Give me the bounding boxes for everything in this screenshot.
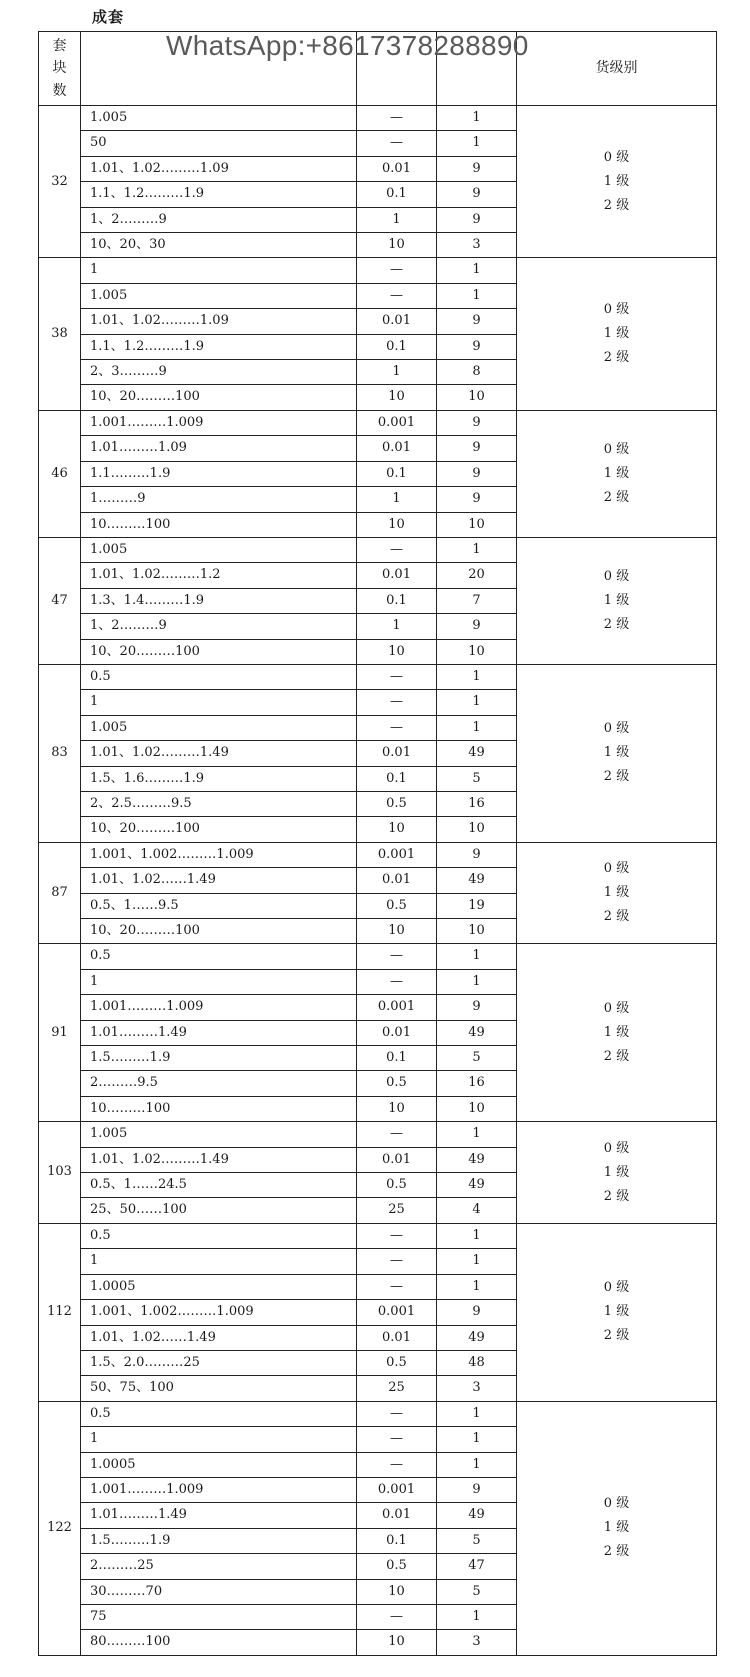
step-cell: 0.5 (357, 1071, 437, 1096)
set-count-cell: 112 (39, 1223, 81, 1401)
nominal-size-cell: 1、2………9 (81, 207, 357, 232)
table-body (39, 32, 717, 1656)
step-cell: 0.001 (357, 1300, 437, 1325)
nominal-size-cell: 1.1、1.2………1.9 (81, 182, 357, 207)
pieces-cell: 16 (437, 791, 517, 816)
nominal-size-cell: 10………100 (81, 1096, 357, 1121)
nominal-size-cell: 1 (81, 258, 357, 283)
step-cell: 0.01 (357, 1020, 437, 1045)
nominal-size-cell: 1、2………9 (81, 614, 357, 639)
step-cell: 0.1 (357, 766, 437, 791)
grade-label: 1 级 (603, 1024, 630, 1040)
grade-label: 0 级 (603, 1140, 630, 1156)
pieces-cell: 3 (437, 1630, 517, 1655)
step-cell: 10 (357, 1579, 437, 1604)
nominal-size-cell: 10、20………100 (81, 639, 357, 664)
table-row (39, 944, 717, 969)
pieces-cell: 10 (437, 512, 517, 537)
step-cell: — (357, 1452, 437, 1477)
pieces-cell: 10 (437, 817, 517, 842)
pieces-cell: 48 (437, 1350, 517, 1375)
step-cell: — (357, 944, 437, 969)
nominal-size-cell: 1.01、1.02………1.09 (81, 309, 357, 334)
step-cell: 0.01 (357, 741, 437, 766)
grade-label: 1 级 (603, 745, 630, 761)
nominal-size-cell: 1.0005 (81, 1452, 357, 1477)
nominal-size-cell: 0.5 (81, 944, 357, 969)
nominal-size-cell: 75 (81, 1604, 357, 1629)
nominal-size-cell: 1.001、1.002………1.009 (81, 1300, 357, 1325)
step-cell: — (357, 1401, 437, 1426)
nominal-size-cell: 1.01、1.02………1.49 (81, 741, 357, 766)
pieces-cell: 49 (437, 741, 517, 766)
step-cell: — (357, 690, 437, 715)
nominal-size-cell: 30………70 (81, 1579, 357, 1604)
grade-cell (517, 842, 717, 944)
grade-label: 1 级 (603, 1164, 630, 1180)
grade-label: 0 级 (603, 721, 630, 737)
pieces-cell: 8 (437, 360, 517, 385)
grade-label: 0 级 (603, 1496, 630, 1512)
grade-cell (517, 664, 717, 842)
header-set-count-label: 套 块 数 (52, 37, 67, 99)
grade-label: 2 级 (603, 1328, 630, 1344)
step-cell: 0.01 (357, 309, 437, 334)
nominal-size-cell: 1.001………1.009 (81, 995, 357, 1020)
grade-label: 1 级 (603, 465, 630, 481)
grade-cell (517, 1122, 717, 1224)
pieces-cell: 1 (437, 1427, 517, 1452)
step-cell: 25 (357, 1198, 437, 1223)
nominal-size-cell: 1………9 (81, 487, 357, 512)
pieces-cell: 5 (437, 766, 517, 791)
pieces-cell: 1 (437, 1401, 517, 1426)
grade-label: 1 级 (603, 326, 630, 342)
step-cell: 0.001 (357, 1477, 437, 1502)
step-cell: 1 (357, 614, 437, 639)
step-cell: — (357, 1122, 437, 1147)
pieces-cell: 1 (437, 537, 517, 562)
step-cell: — (357, 131, 437, 156)
step-cell: 0.5 (357, 1173, 437, 1198)
set-count-cell: 91 (39, 944, 81, 1122)
pieces-cell: 49 (437, 1325, 517, 1350)
step-cell: — (357, 1223, 437, 1248)
step-cell: 10 (357, 1630, 437, 1655)
pieces-cell: 9 (437, 410, 517, 435)
pieces-cell: 7 (437, 588, 517, 613)
pieces-cell: 49 (437, 1503, 517, 1528)
step-cell: 0.5 (357, 1350, 437, 1375)
pieces-cell: 4 (437, 1198, 517, 1223)
pieces-cell: 1 (437, 944, 517, 969)
grade-cell (517, 1401, 717, 1655)
nominal-size-cell: 1.3、1.4………1.9 (81, 588, 357, 613)
grade-label: 2 级 (603, 909, 630, 925)
nominal-size-cell: 10………100 (81, 512, 357, 537)
grade-label: 2 级 (603, 1544, 630, 1560)
gauge-block-set-table (38, 31, 717, 1656)
step-cell: — (357, 1274, 437, 1299)
grade-label: 2 级 (603, 769, 630, 785)
grade-label: 0 级 (603, 441, 630, 457)
set-count-cell: 32 (39, 106, 81, 258)
nominal-size-cell: 0.5 (81, 1401, 357, 1426)
grade-label: 1 级 (603, 592, 630, 608)
step-cell: 0.1 (357, 334, 437, 359)
pieces-cell: 5 (437, 1579, 517, 1604)
grade-cell (517, 1223, 717, 1401)
table-row (39, 258, 717, 283)
nominal-size-cell: 1.001………1.009 (81, 1477, 357, 1502)
nominal-size-cell: 2………9.5 (81, 1071, 357, 1096)
step-cell: — (357, 969, 437, 994)
pieces-cell: 16 (437, 1071, 517, 1096)
nominal-size-cell: 1.5………1.9 (81, 1046, 357, 1071)
pieces-cell: 10 (437, 919, 517, 944)
grade-cell (517, 258, 717, 410)
nominal-size-cell: 10、20………100 (81, 385, 357, 410)
grade-label: 0 级 (603, 302, 630, 318)
step-cell: 0.01 (357, 1325, 437, 1350)
grade-label: 0 级 (603, 568, 630, 584)
nominal-size-cell: 1.01………1.09 (81, 436, 357, 461)
step-cell: 1 (357, 487, 437, 512)
grade-cell (517, 410, 717, 537)
pieces-cell: 1 (437, 1122, 517, 1147)
nominal-size-cell: 1.01………1.49 (81, 1503, 357, 1528)
table-row (39, 410, 717, 435)
step-cell: 0.01 (357, 1147, 437, 1172)
step-cell: 1 (357, 207, 437, 232)
pieces-cell: 5 (437, 1528, 517, 1553)
step-cell: — (357, 283, 437, 308)
grade-label: 2 级 (603, 350, 630, 366)
step-cell: 0.001 (357, 842, 437, 867)
table-row (39, 842, 717, 867)
grade-label: 1 级 (603, 1520, 630, 1536)
step-cell: — (357, 106, 437, 131)
pieces-cell: 1 (437, 1274, 517, 1299)
step-cell: — (357, 715, 437, 740)
step-cell: 0.1 (357, 1528, 437, 1553)
pieces-cell: 9 (437, 156, 517, 181)
grade-label: 2 级 (603, 197, 630, 213)
pieces-cell: 20 (437, 563, 517, 588)
nominal-size-cell: 1.001………1.009 (81, 410, 357, 435)
nominal-size-cell: 0.5、1……24.5 (81, 1173, 357, 1198)
pieces-cell: 10 (437, 385, 517, 410)
grade-label: 1 级 (603, 885, 630, 901)
nominal-size-cell: 1.01、1.02……1.49 (81, 868, 357, 893)
step-cell: 0.001 (357, 995, 437, 1020)
pieces-cell: 1 (437, 258, 517, 283)
nominal-size-cell: 1.5、1.6………1.9 (81, 766, 357, 791)
pieces-cell: 1 (437, 106, 517, 131)
nominal-size-cell: 0.5、1……9.5 (81, 893, 357, 918)
pieces-cell: 10 (437, 1096, 517, 1121)
pieces-cell: 9 (437, 614, 517, 639)
step-cell: — (357, 1249, 437, 1274)
pieces-cell: 1 (437, 664, 517, 689)
set-count-cell: 46 (39, 410, 81, 537)
step-cell: 0.01 (357, 868, 437, 893)
step-cell: — (357, 664, 437, 689)
pieces-cell: 49 (437, 868, 517, 893)
step-cell: 0.5 (357, 893, 437, 918)
step-cell: — (357, 1427, 437, 1452)
pieces-cell: 9 (437, 182, 517, 207)
nominal-size-cell: 2………25 (81, 1554, 357, 1579)
step-cell: 10 (357, 639, 437, 664)
step-cell: 0.01 (357, 563, 437, 588)
table-row (39, 1223, 717, 1248)
step-cell: 10 (357, 385, 437, 410)
set-count-cell: 83 (39, 664, 81, 842)
document-title: 成套 (92, 8, 125, 26)
pieces-cell: 49 (437, 1173, 517, 1198)
grade-label: 0 级 (603, 861, 630, 877)
nominal-size-cell: 2、3………9 (81, 360, 357, 385)
pieces-cell: 1 (437, 715, 517, 740)
step-cell: 0.1 (357, 182, 437, 207)
table-row (39, 1401, 717, 1426)
grade-label: 1 级 (603, 173, 630, 189)
nominal-size-cell: 1.005 (81, 106, 357, 131)
nominal-size-cell: 1.1、1.2………1.9 (81, 334, 357, 359)
grade-label: 2 级 (603, 1188, 630, 1204)
pieces-cell: 9 (437, 1477, 517, 1502)
nominal-size-cell: 1.005 (81, 715, 357, 740)
step-cell: 0.1 (357, 588, 437, 613)
nominal-size-cell: 1 (81, 1249, 357, 1274)
step-cell: 10 (357, 233, 437, 258)
pieces-cell: 19 (437, 893, 517, 918)
nominal-size-cell: 1.005 (81, 537, 357, 562)
nominal-size-cell: 10、20………100 (81, 919, 357, 944)
nominal-size-cell: 80………100 (81, 1630, 357, 1655)
step-cell: 0.01 (357, 156, 437, 181)
step-cell: 0.5 (357, 791, 437, 816)
pieces-cell: 10 (437, 639, 517, 664)
nominal-size-cell: 1.5、2.0………25 (81, 1350, 357, 1375)
table-row (39, 106, 717, 131)
table-row (39, 1122, 717, 1147)
pieces-cell: 1 (437, 1249, 517, 1274)
pieces-cell: 5 (437, 1046, 517, 1071)
step-cell: 0.1 (357, 461, 437, 486)
grade-label: 2 级 (603, 1048, 630, 1064)
pieces-cell: 9 (437, 995, 517, 1020)
nominal-size-cell: 1.5………1.9 (81, 1528, 357, 1553)
pieces-cell: 9 (437, 842, 517, 867)
grade-label: 2 级 (603, 616, 630, 632)
set-count-cell: 103 (39, 1122, 81, 1224)
nominal-size-cell: 1.005 (81, 283, 357, 308)
step-cell: 10 (357, 817, 437, 842)
watermark-text: WhatsApp:+8617378288890 (166, 30, 529, 61)
set-count-cell: 47 (39, 537, 81, 664)
set-count-cell: 87 (39, 842, 81, 944)
table-row (39, 537, 717, 562)
nominal-size-cell: 1 (81, 969, 357, 994)
pieces-cell: 1 (437, 969, 517, 994)
pieces-cell: 9 (437, 461, 517, 486)
step-cell: 0.5 (357, 1554, 437, 1579)
step-cell: 0.01 (357, 1503, 437, 1528)
pieces-cell: 49 (437, 1020, 517, 1045)
pieces-cell: 1 (437, 283, 517, 308)
nominal-size-cell: 1.01………1.49 (81, 1020, 357, 1045)
header-grade-label: 货级别 (595, 60, 638, 77)
nominal-size-cell: 1.1………1.9 (81, 461, 357, 486)
nominal-size-cell: 0.5 (81, 664, 357, 689)
pieces-cell: 1 (437, 1223, 517, 1248)
step-cell: 0.1 (357, 1046, 437, 1071)
header-grade (517, 32, 717, 106)
nominal-size-cell: 50 (81, 131, 357, 156)
nominal-size-cell: 1 (81, 1427, 357, 1452)
header-set-count (39, 32, 81, 106)
grade-cell (517, 944, 717, 1122)
pieces-cell: 3 (437, 1376, 517, 1401)
pieces-cell: 1 (437, 690, 517, 715)
grade-label: 1 级 (603, 1304, 630, 1320)
step-cell: 10 (357, 1096, 437, 1121)
pieces-cell: 9 (437, 436, 517, 461)
pieces-cell: 9 (437, 1300, 517, 1325)
pieces-cell: 3 (437, 233, 517, 258)
grade-label: 2 级 (603, 489, 630, 505)
nominal-size-cell: 1 (81, 690, 357, 715)
grade-label: 0 级 (603, 1000, 630, 1016)
pieces-cell: 1 (437, 1452, 517, 1477)
nominal-size-cell: 10、20………100 (81, 817, 357, 842)
step-cell: — (357, 1604, 437, 1629)
nominal-size-cell: 25、50……100 (81, 1198, 357, 1223)
pieces-cell: 9 (437, 334, 517, 359)
nominal-size-cell: 1.01、1.02………1.49 (81, 1147, 357, 1172)
set-count-cell: 38 (39, 258, 81, 410)
pieces-cell: 1 (437, 131, 517, 156)
nominal-size-cell: 1.01、1.02………1.09 (81, 156, 357, 181)
nominal-size-cell: 50、75、100 (81, 1376, 357, 1401)
pieces-cell: 1 (437, 1604, 517, 1629)
grade-cell (517, 106, 717, 258)
step-cell: 10 (357, 512, 437, 537)
pieces-cell: 9 (437, 487, 517, 512)
step-cell: 1 (357, 360, 437, 385)
step-cell: 25 (357, 1376, 437, 1401)
nominal-size-cell: 1.0005 (81, 1274, 357, 1299)
step-cell: 10 (357, 919, 437, 944)
step-cell: — (357, 537, 437, 562)
nominal-size-cell: 10、20、30 (81, 233, 357, 258)
pieces-cell: 47 (437, 1554, 517, 1579)
nominal-size-cell: 1.01、1.02……1.49 (81, 1325, 357, 1350)
nominal-size-cell: 0.5 (81, 1223, 357, 1248)
step-cell: 0.001 (357, 410, 437, 435)
grade-cell (517, 537, 717, 664)
set-count-cell: 122 (39, 1401, 81, 1655)
step-cell: 0.01 (357, 436, 437, 461)
nominal-size-cell: 2、2.5………9.5 (81, 791, 357, 816)
pieces-cell: 49 (437, 1147, 517, 1172)
table-row (39, 664, 717, 689)
grade-label: 0 级 (603, 1280, 630, 1296)
pieces-cell: 9 (437, 309, 517, 334)
nominal-size-cell: 1.001、1.002………1.009 (81, 842, 357, 867)
nominal-size-cell: 1.01、1.02………1.2 (81, 563, 357, 588)
nominal-size-cell: 1.005 (81, 1122, 357, 1147)
pieces-cell: 9 (437, 207, 517, 232)
step-cell: — (357, 258, 437, 283)
grade-label: 0 级 (603, 149, 630, 165)
